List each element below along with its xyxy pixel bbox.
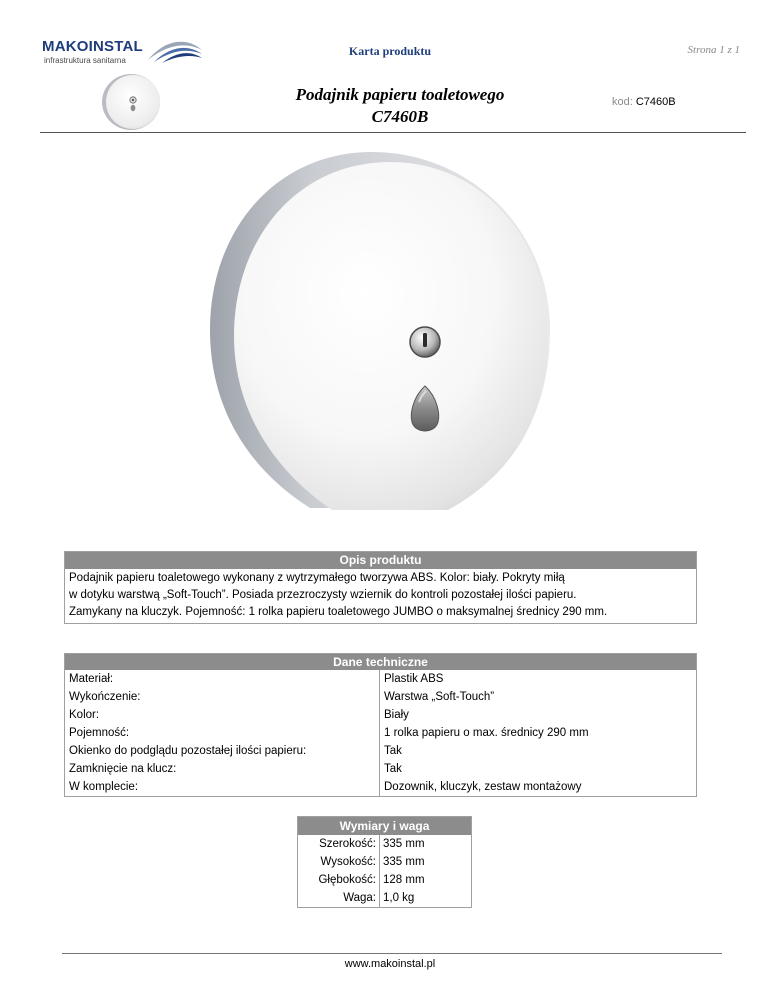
table-row xyxy=(65,742,696,760)
footer-url[interactable]: www.makoinstal.pl xyxy=(344,958,436,970)
table-row xyxy=(298,853,471,871)
description-box xyxy=(64,551,697,624)
description-title: Opis produktu xyxy=(65,552,696,569)
logo-subtitle: infrastruktura sanitarna xyxy=(44,56,126,65)
dim-label: Szerokość: xyxy=(298,835,380,853)
table-row xyxy=(65,760,696,778)
dimensions-table xyxy=(297,816,472,908)
table-row xyxy=(298,889,471,907)
description-line: Podajnik papieru toaletowego wykonany z wytrzymałego tworzywa ABS. Kolor: biały. Pokryty miłą xyxy=(69,572,565,584)
spec-label: Zamknięcie na klucz: xyxy=(65,760,380,778)
tech-specs-table xyxy=(64,653,697,797)
table-row xyxy=(65,778,696,796)
spec-label: Okienko do podglądu pozostałej ilości papieru: xyxy=(65,742,380,760)
spec-label: Materiał: xyxy=(65,670,380,688)
spec-value: Tak xyxy=(384,745,402,757)
tech-specs-title: Dane techniczne xyxy=(65,654,696,670)
dim-value: 1,0 kg xyxy=(383,892,415,904)
product-name-line1: Podajnik papieru toaletowego xyxy=(295,85,505,104)
description-body xyxy=(65,569,696,623)
footer-divider xyxy=(62,953,722,954)
spec-label: Wykończenie: xyxy=(65,688,380,706)
dim-value: 335 mm xyxy=(383,856,425,868)
spec-label: W komplecie: xyxy=(65,778,380,796)
dim-label: Waga: xyxy=(298,889,380,907)
spec-value: Tak xyxy=(384,763,402,775)
description-line: Zamykany na kluczyk. Pojemność: 1 rolka papieru toaletowego JUMBO o maksymalnej średnicy 290 mm. xyxy=(69,606,608,618)
page-number: Strona 1 z 1 xyxy=(687,44,740,56)
dim-label: Głębokość: xyxy=(298,871,380,889)
dimensions-title: Wymiary i waga xyxy=(298,817,471,835)
dim-value: 128 mm xyxy=(383,874,425,886)
spec-value: Warstwa „Soft-Touch” xyxy=(384,691,495,703)
description-line: w dotyku warstwą „Soft-Touch”. Posiada przezroczysty wziernik do kontroli pozostałej ilości papieru. xyxy=(69,589,577,601)
table-row xyxy=(65,724,696,742)
product-code xyxy=(612,96,676,108)
dim-label: Wysokość: xyxy=(298,853,380,871)
company-logo xyxy=(42,38,202,72)
product-name xyxy=(250,84,550,128)
spec-value: Dozownik, kluczyk, zestaw montażowy xyxy=(384,781,582,793)
code-label: kod: xyxy=(612,96,633,108)
dispenser-thumbnail xyxy=(86,72,176,136)
spec-value: Plastik ABS xyxy=(384,673,444,685)
spec-value: 1 rolka papieru o max. średnicy 290 mm xyxy=(384,727,589,739)
spec-label: Pojemność: xyxy=(65,724,380,742)
logo-name: MAKOINSTAL xyxy=(42,38,143,55)
card-title: Karta produktu xyxy=(348,44,432,58)
swoosh-icon xyxy=(146,38,204,64)
dim-value: 335 mm xyxy=(383,838,425,850)
spec-value: Biały xyxy=(384,709,409,721)
table-row xyxy=(65,688,696,706)
table-row xyxy=(65,706,696,724)
dispenser-image xyxy=(190,140,580,540)
header-divider xyxy=(40,132,746,133)
code-value: C7460B xyxy=(635,96,676,108)
table-row xyxy=(298,871,471,889)
product-code-title: C7460B xyxy=(371,107,429,126)
spec-label: Kolor: xyxy=(65,706,380,724)
table-row xyxy=(65,670,696,688)
table-row xyxy=(298,835,471,853)
